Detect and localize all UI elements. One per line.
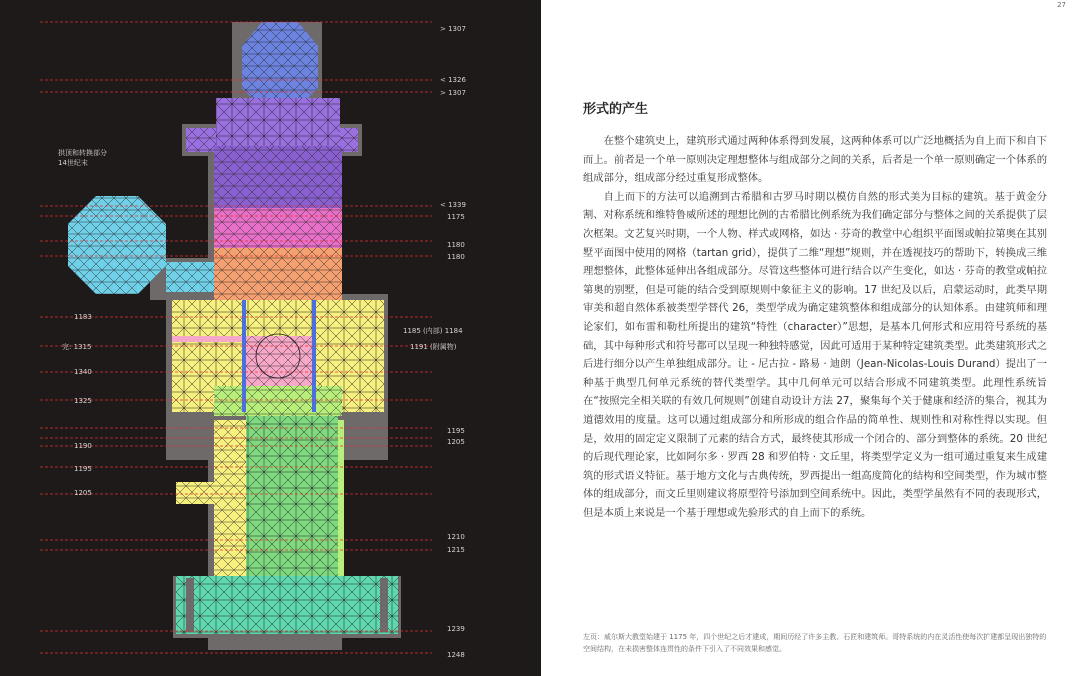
right-date-label: 1248 bbox=[447, 651, 465, 659]
right-date-label: 1239 bbox=[447, 625, 465, 633]
left-date-label: 1183 bbox=[74, 313, 92, 321]
left-date-label: 1190 bbox=[74, 442, 92, 450]
right-date-label: 1191 (附属物) bbox=[410, 343, 457, 351]
right-date-label: 1185 (内部) 1184 bbox=[403, 327, 463, 335]
left-date-label: 1205 bbox=[74, 489, 92, 497]
right-date-label: 1215 bbox=[447, 546, 465, 554]
right-page bbox=[541, 0, 1080, 676]
right-date-label: 1205 bbox=[447, 438, 465, 446]
right-date-label: < 1339 bbox=[440, 201, 466, 209]
right-date-label: 1180 bbox=[447, 241, 465, 249]
right-date-label: < 1326 bbox=[440, 76, 466, 84]
right-date-label: > 1307 bbox=[440, 89, 466, 97]
right-date-label: 1180 bbox=[447, 253, 465, 261]
figure-caption: 左页：威尔斯大教堂始建于 1175 年，四个世纪之后才建成，期间历经了许多主教、石匠和建筑师。哥特系统的内在灵活性使每次扩建都呈现出独特的空间结构，在未损害整体连贯性的条件下引入了不同效果和感觉。 bbox=[583, 633, 1047, 653]
section-title: 形式的产生 bbox=[583, 102, 649, 117]
left-date-label: 1325 bbox=[74, 397, 92, 405]
left-date-label: 1340 bbox=[74, 368, 92, 376]
paragraph: 自上而下的方法可以追溯到古希腊和古罗马时期以模仿自然的形式美为目标的建筑。基于黄金分割、对称系统和维特鲁威所述的理想比例的古希腊比例系统为我们确定部分与整体之间的关系提供了层次框架。文艺复兴时期，一个人物、样式或网格，如达 · 芬奇的教堂中心组织平面图或帕拉第奥在其别墅平面图中使用的网格（tartan grid），提供了二维“理想”规则，并在透视技巧的帮助下，转换成三维理想整体，此整体延伸出各组成部分。尽管这些整体可进行结合以产生变化，如达 · 芬奇的教堂或帕拉第奥的别墅，但是可能的结合受到原规则中象征主义的影响。17 世纪及以后，启蒙运动时，此类早期审美和超自然体系被类型学替代 26，类型学成为确定建筑整体和组成部分的认知体系。由建筑师和理论家们，如布雷和勒杜所提出的建筑“特性（character）”思想，是基本几何形式和应用符号系统的基础，其中每种形式和符号都可以呈现一种独特感觉，因此可适用于某种特定建筑类型。此类建筑形式之后进行细分以产生单独组成部分。让 - 尼古拉 - 路易 · 迪朗（Jean-Nicolas-Louis Durand）提出了一种基于典型几何单元系统的替代类型学。其中几何单元可以结合形成不同建筑类型。此理性系统旨在“按照完全相关联的有效几何规则”创建自动设计方法 27，聚集每个关于健康和经济的集合，视其为道德效用的度量。这可以通过组成部分和所形成的组合作品的简单性、规则性和对称性得以实现。但是，效用的固定定义限制了元素的结合方式，最终使其形成一个闭合的、部分到整体的系统。20 世纪的后现代理论家，比如阿尔多 · 罗西 28 和罗伯特 · 文丘里，将类型学定义为一组可通过重复来生成建筑的形式语义特征。基于地方文化与古典传统，罗西提出一组高度简化的结构和空间类型，作为城市整体的组成部分，而文丘里则建议将原型符号添加到空间系统中。因此，类型学虽然有不同的表现形式，但是本质上来说是一个基于理想或先验形式的自上而下的系统。 bbox=[583, 190, 1047, 519]
right-date-label: 1210 bbox=[447, 533, 465, 541]
right-date-label: 1175 bbox=[447, 213, 465, 221]
right-date-label: > 1307 bbox=[440, 25, 466, 33]
left-date-label: 完: 1315 bbox=[62, 343, 92, 351]
paragraph: 在整个建筑史上，建筑形式通过两种体系得到发展，这两种体系可以广泛地概括为自上而下和自下而上。前者是一个单一原则决定理想整体与组成部分之间的关系，后者是一个单一原则确定一个体系的组成部分，组成部分经过重复形成整体。 bbox=[583, 135, 1047, 185]
right-date-label: 1195 bbox=[447, 427, 465, 435]
left-date-label: 1195 bbox=[74, 465, 92, 473]
body-text bbox=[583, 132, 1047, 522]
plan-note: 拱顶和转换部分 14世纪末 bbox=[58, 149, 107, 167]
page-number: 27 bbox=[1057, 1, 1066, 9]
